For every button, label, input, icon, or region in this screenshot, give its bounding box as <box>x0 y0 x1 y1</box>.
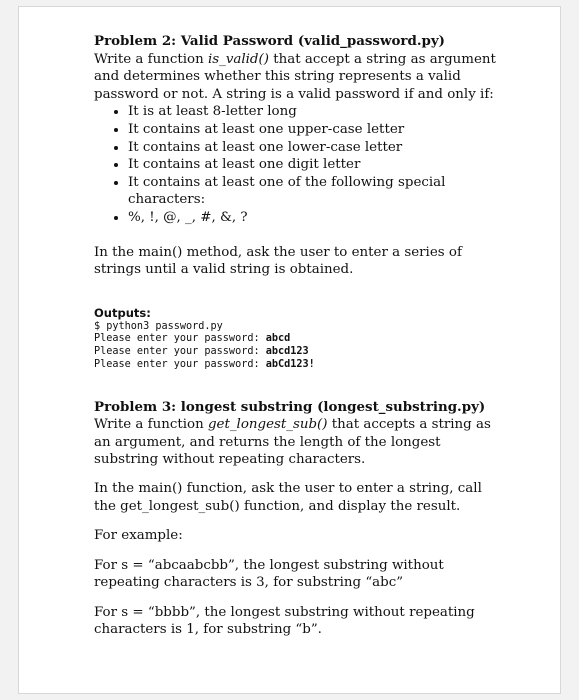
prompt-text: Please enter your password: <box>94 333 266 345</box>
terminal-output <box>94 321 504 372</box>
problem-2-main-text: In the main() method, ask the user to enter a series of strings until a valid string is obtained. <box>94 244 462 278</box>
problem-3-main-text: In the main() function, ask the user to enter a string, call the get_longest_sub() function, and display the result. <box>94 480 482 514</box>
document-content <box>94 33 504 639</box>
example-1: For s = “abcaabcbb”, the longest substring without repeating characters is 3, for substring “abc” <box>94 557 444 591</box>
rule-item: • It contains at least one upper-case letter <box>128 121 504 139</box>
rule-item: • It is at least 8-letter long <box>128 103 504 121</box>
output-line <box>94 346 504 359</box>
prompt-text: Please enter your password: <box>94 358 266 370</box>
command-line: $ python3 password.py <box>94 320 223 332</box>
prompt-text: Please enter your password: <box>94 346 266 358</box>
p3-desc-start: Write a function <box>94 417 208 433</box>
document-page <box>18 6 561 694</box>
example-2: For s = “bbbb”, the longest substring without repeating characters is 1, for substring “b”. <box>94 604 475 638</box>
p2-function-name: is_valid() <box>207 51 269 67</box>
rule-item: • It contains at least one of the following special characters: <box>128 174 504 209</box>
p2-desc-start: Write a function <box>94 51 208 67</box>
rule-item: • It contains at least one digit letter <box>128 156 504 174</box>
problem-3-title: Problem 3: longest substring (longest_substring.py) <box>94 398 486 415</box>
output-line <box>94 359 504 372</box>
problem-2-description <box>94 51 504 104</box>
user-input: abcd123 <box>265 346 309 358</box>
password-rules-list <box>94 103 504 226</box>
user-input: abcd <box>265 333 291 345</box>
p3-desc-end: that accepts a string as an argument, and returns the length of the longest substring without repeating characters. <box>94 417 491 468</box>
outputs-label: Outputs: <box>94 305 151 320</box>
output-line <box>94 333 504 346</box>
rule-item: • It contains at least one lower-case letter <box>128 139 504 157</box>
p3-function-name: get_longest_sub() <box>207 417 328 433</box>
user-input: abCd123! <box>265 358 315 370</box>
problem-2-title: Problem 2: Valid Password (valid_password.py) <box>94 33 445 49</box>
p2-desc-end: that accept a string as argument and determines whether this string represents a valid password or not. A string is a valid password if and only if: <box>94 51 496 102</box>
example-label: For example: <box>94 528 183 544</box>
problem-3-description <box>94 416 504 469</box>
rule-item: • %, !, @, _, #, &, ? <box>128 209 504 227</box>
